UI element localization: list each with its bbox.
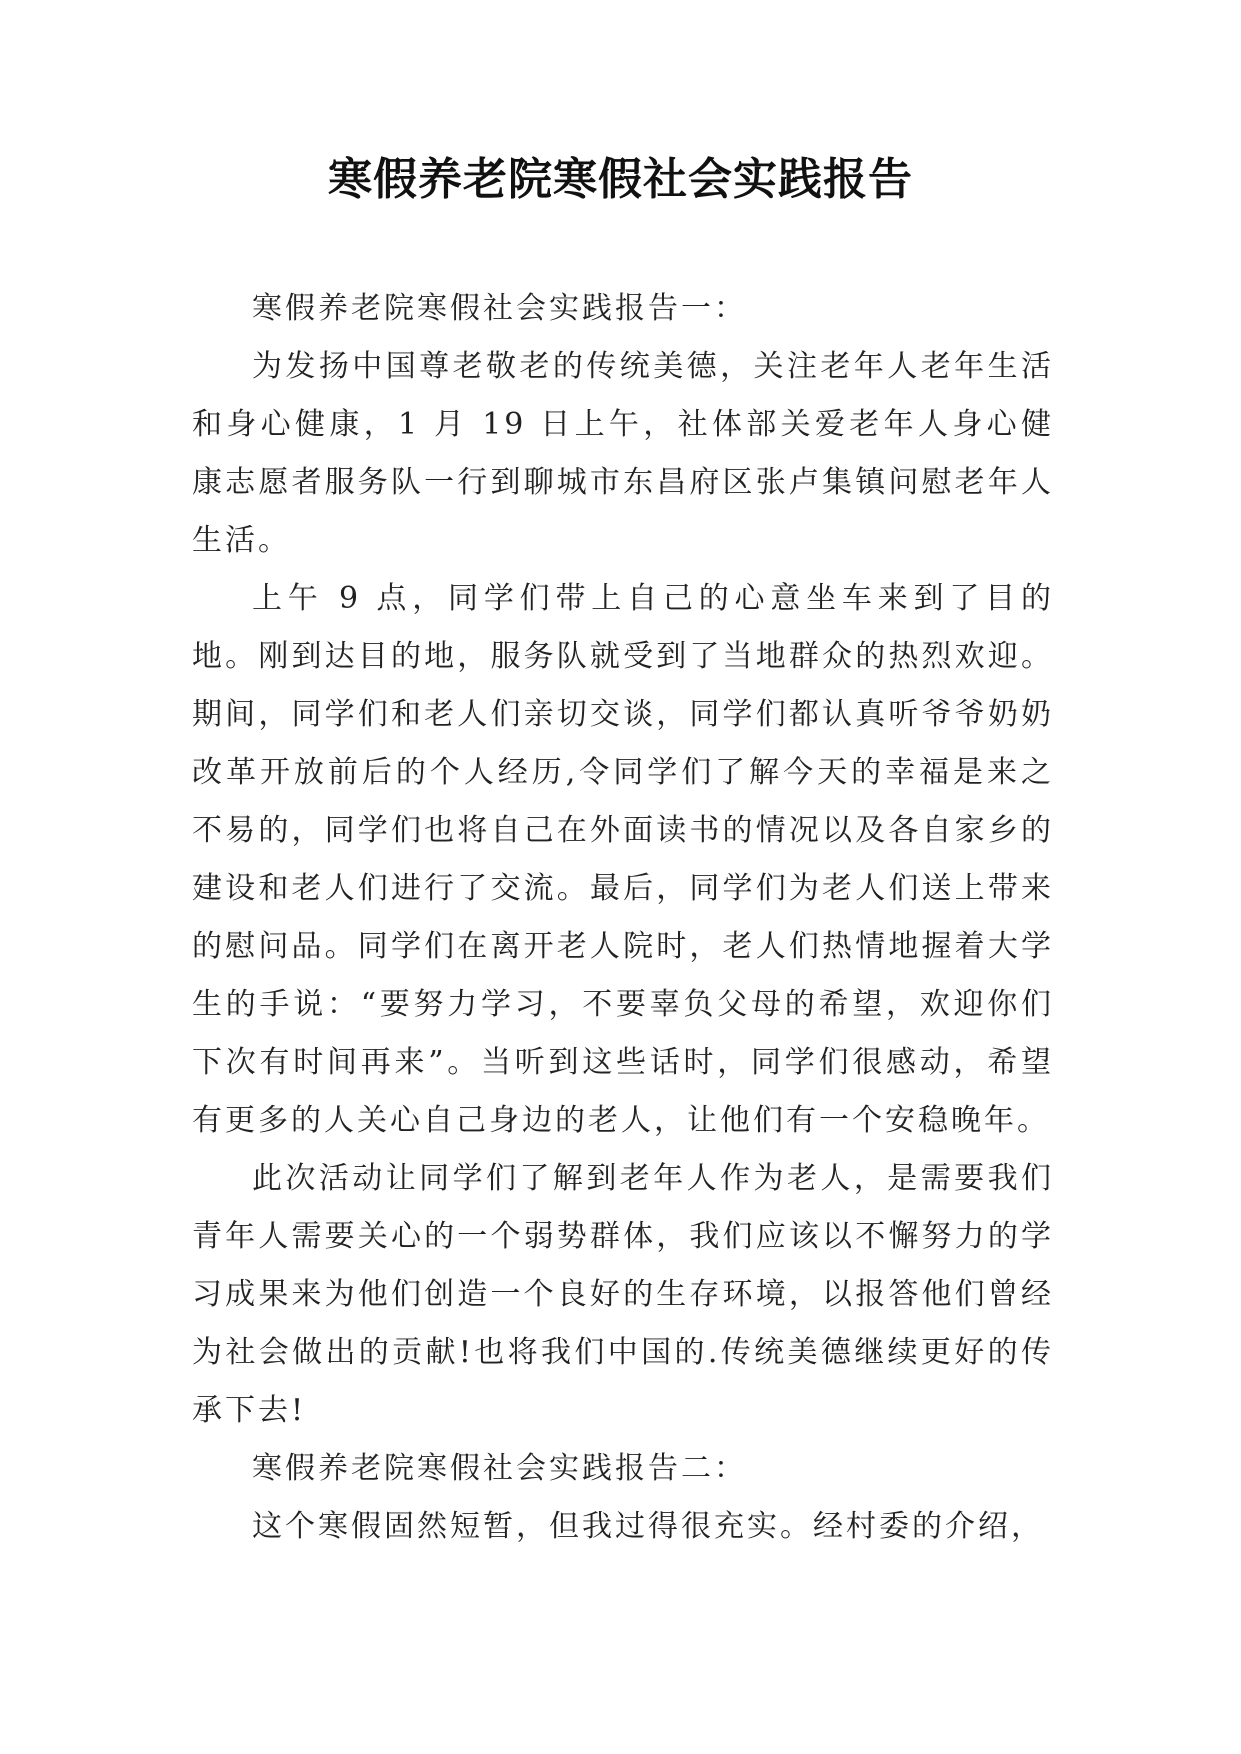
paragraph: 这个寒假固然短暂，但我过得很充实。经村委的介绍， xyxy=(252,1509,1044,1544)
document-body xyxy=(192,280,1054,1556)
report-one-heading: 寒假养老院寒假社会实践报告一： xyxy=(252,291,747,326)
report-two-heading: 寒假养老院寒假社会实践报告二： xyxy=(252,1451,747,1486)
paragraph: 为发扬中国尊老敬老的传统美德，关注老年人老年生活和身心健康，1 月 19 日上午，社体部关爱老年人身心健康志愿者服务队一行到聊城市东昌府区张卢集镇问慰老年人生活。 xyxy=(192,349,1054,558)
paragraph: 此次活动让同学们了解到老年人作为老人，是需要我们青年人需要关心的一个弱势群体，我们应该以不懈努力的学习成果来为他们创造一个良好的生存环境，以报答他们曾经为社会做出的贡献!也将我们中国的.传统美德继续更好的传承下去! xyxy=(192,1161,1054,1428)
document-title: 寒假养老院寒假社会实践报告 xyxy=(328,154,913,205)
paragraph: 上午 9 点，同学们带上自己的心意坐车来到了目的地。刚到达目的地，服务队就受到了当地群众的热烈欢迎。期间，同学们和老人们亲切交谈，同学们都认真听爷爷奶奶改革开放前后的个人经历,令同学们了解今天的幸福是来之不易的，同学们也将自己在外面读书的情况以及各自家乡的建设和老人们进行了交流。最后，同学们为老人们送上带来的慰问品。同学们在离开老人院时，老人们热情地握着大学生的手说：“要努力学习，不要辜负父母的希望，欢迎你们下次有时间再来”。当听到这些话时，同学们很感动，希望有更多的人关心自己身边的老人，让他们有一个安稳晚年。 xyxy=(192,581,1054,1138)
